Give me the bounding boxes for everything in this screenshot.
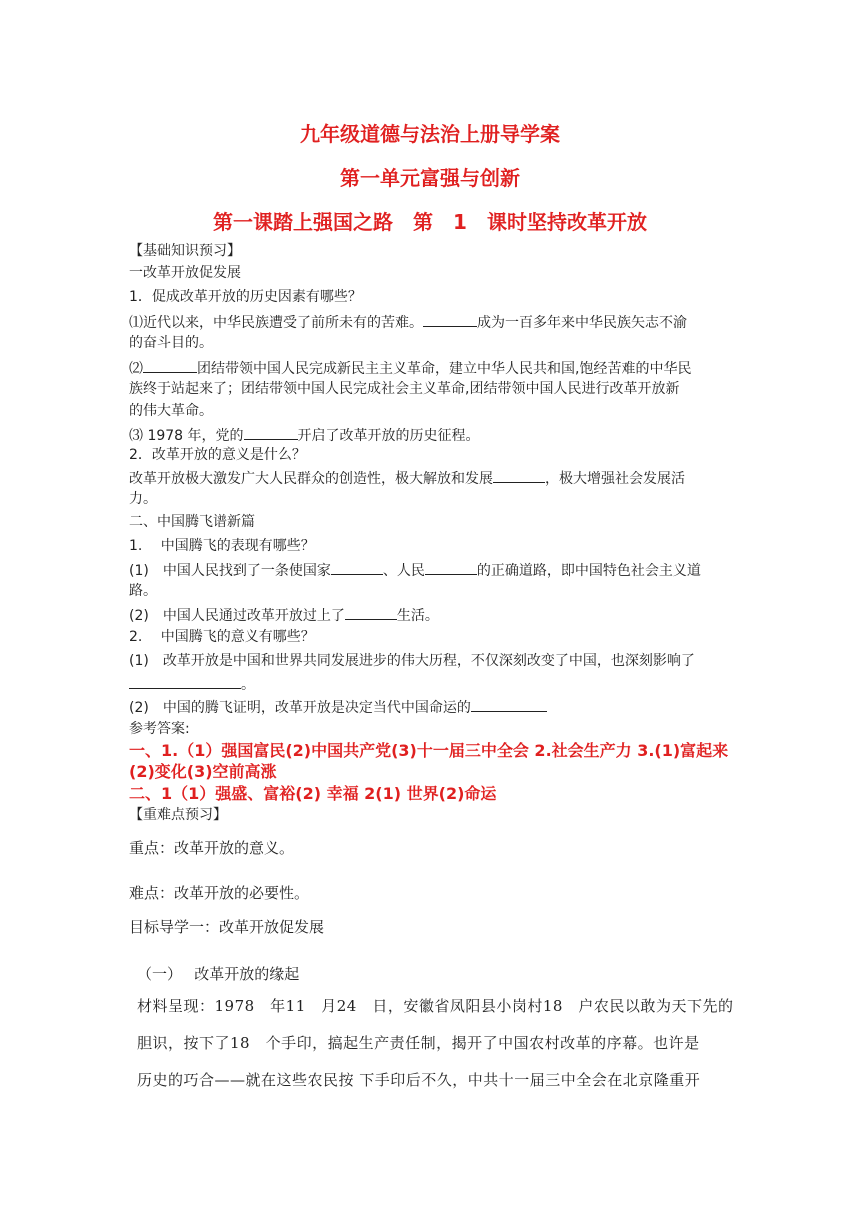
- text-line: (2) 中国人民通过改革开放过上了 生活。: [129, 605, 439, 625]
- answer-blank: [129, 674, 241, 689]
- subsection-heading: （一） 改革开放的缘起: [137, 965, 300, 983]
- text-line: ⑶ 1978 年，党的 开启了改革开放的历史征程。: [129, 425, 480, 445]
- material-line: 胆识，按下了18 个手印，搞起生产责任制，揭开了中国农村改革的序幕。也许是: [137, 1034, 700, 1052]
- answer-blank: [331, 560, 383, 575]
- text-line: ⑵ 团结带领中国人民完成新民主主义革命，建立中华人民共和国,饱经苦难的中华民: [129, 358, 691, 378]
- question: 2．改革开放的意义是什么？: [129, 447, 306, 463]
- difficulty-text: 难点：改革开放的必要性。: [129, 884, 310, 902]
- section-heading: 二、中国腾飞谱新篇: [129, 514, 255, 530]
- answer-blank: [425, 560, 477, 575]
- main-title: 九年级道德与法治上册导学案: [300, 122, 560, 146]
- answer-blank: [143, 358, 197, 373]
- text-line: ⑴近代以来，中华民族遭受了前所未有的苦难。 成为一百多年来中华民族矢志不渝: [129, 312, 687, 332]
- preview-heading: 【基础知识预习】: [129, 243, 241, 259]
- text-line: 的奋斗目的。: [129, 335, 213, 351]
- question: 1．促成改革开放的历史因素有哪些？: [129, 289, 362, 305]
- focus-text: 重点：改革开放的意义。: [129, 839, 295, 857]
- answer-blank: [244, 425, 298, 440]
- text-line: (1) 中国人民找到了一条使国家 、人民 的正确道路，即中国特色社会主义道: [129, 560, 701, 580]
- answer-blank: [423, 312, 477, 327]
- answer-label: 参考答案:: [129, 721, 190, 737]
- answer-blank: [345, 605, 397, 620]
- text-line: 路。: [129, 583, 157, 599]
- goal-heading: 目标导学一：改革开放促发展: [129, 918, 325, 936]
- material-line: 材料呈现：1978 年11 月24 日，安徽省凤阳县小岗村18 户农民以敢为天下先的: [137, 997, 734, 1015]
- answer-line: (2)变化(3)空前高涨: [129, 762, 277, 781]
- question: 1. 中国腾飞的表现有哪些？: [129, 538, 315, 554]
- answer-blank: [493, 468, 545, 483]
- text-line: 族终于站起来了；团结带领中国人民完成社会主义革命,团结带领中国人民进行改革开放新: [129, 381, 680, 397]
- text-line: 改革开放极大激发广大人民群众的创造性，极大解放和发展 ，极大增强社会发展活: [129, 468, 685, 488]
- answer-blank: [471, 697, 547, 712]
- text-line: (1) 改革开放是中国和世界共同发展进步的伟大历程，不仅深刻改变了中国，也深刻影响了: [129, 653, 695, 669]
- material-line: 历史的巧合——就在这些农民按 下手印后不久，中共十一届三中全会在北京隆重开: [137, 1071, 701, 1089]
- answer-line: 二、1（1）强盛、富裕(2) 幸福 2(1) 世界(2)命运: [129, 784, 497, 803]
- text-line: 力。: [129, 491, 157, 507]
- text-line: 。: [129, 674, 255, 694]
- text-line: (2) 中国的腾飞证明，改革开放是决定当代中国命运的: [129, 697, 547, 717]
- answer-line: 一、1.（1）强国富民(2)中国共产党(3)十一届三中全会 2.社会生产力 3.(1)富起来: [129, 741, 729, 760]
- unit-title: 第一单元富强与创新: [340, 166, 520, 190]
- key-points-heading: 【重难点预习】: [129, 807, 227, 823]
- lesson-title: 第一课踏上强国之路 第 1 课时坚持改革开放: [213, 210, 647, 234]
- question: 2. 中国腾飞的意义有哪些？: [129, 629, 315, 645]
- section-heading: 一改革开放促发展: [129, 265, 241, 281]
- text-line: 的伟大革命。: [129, 403, 213, 419]
